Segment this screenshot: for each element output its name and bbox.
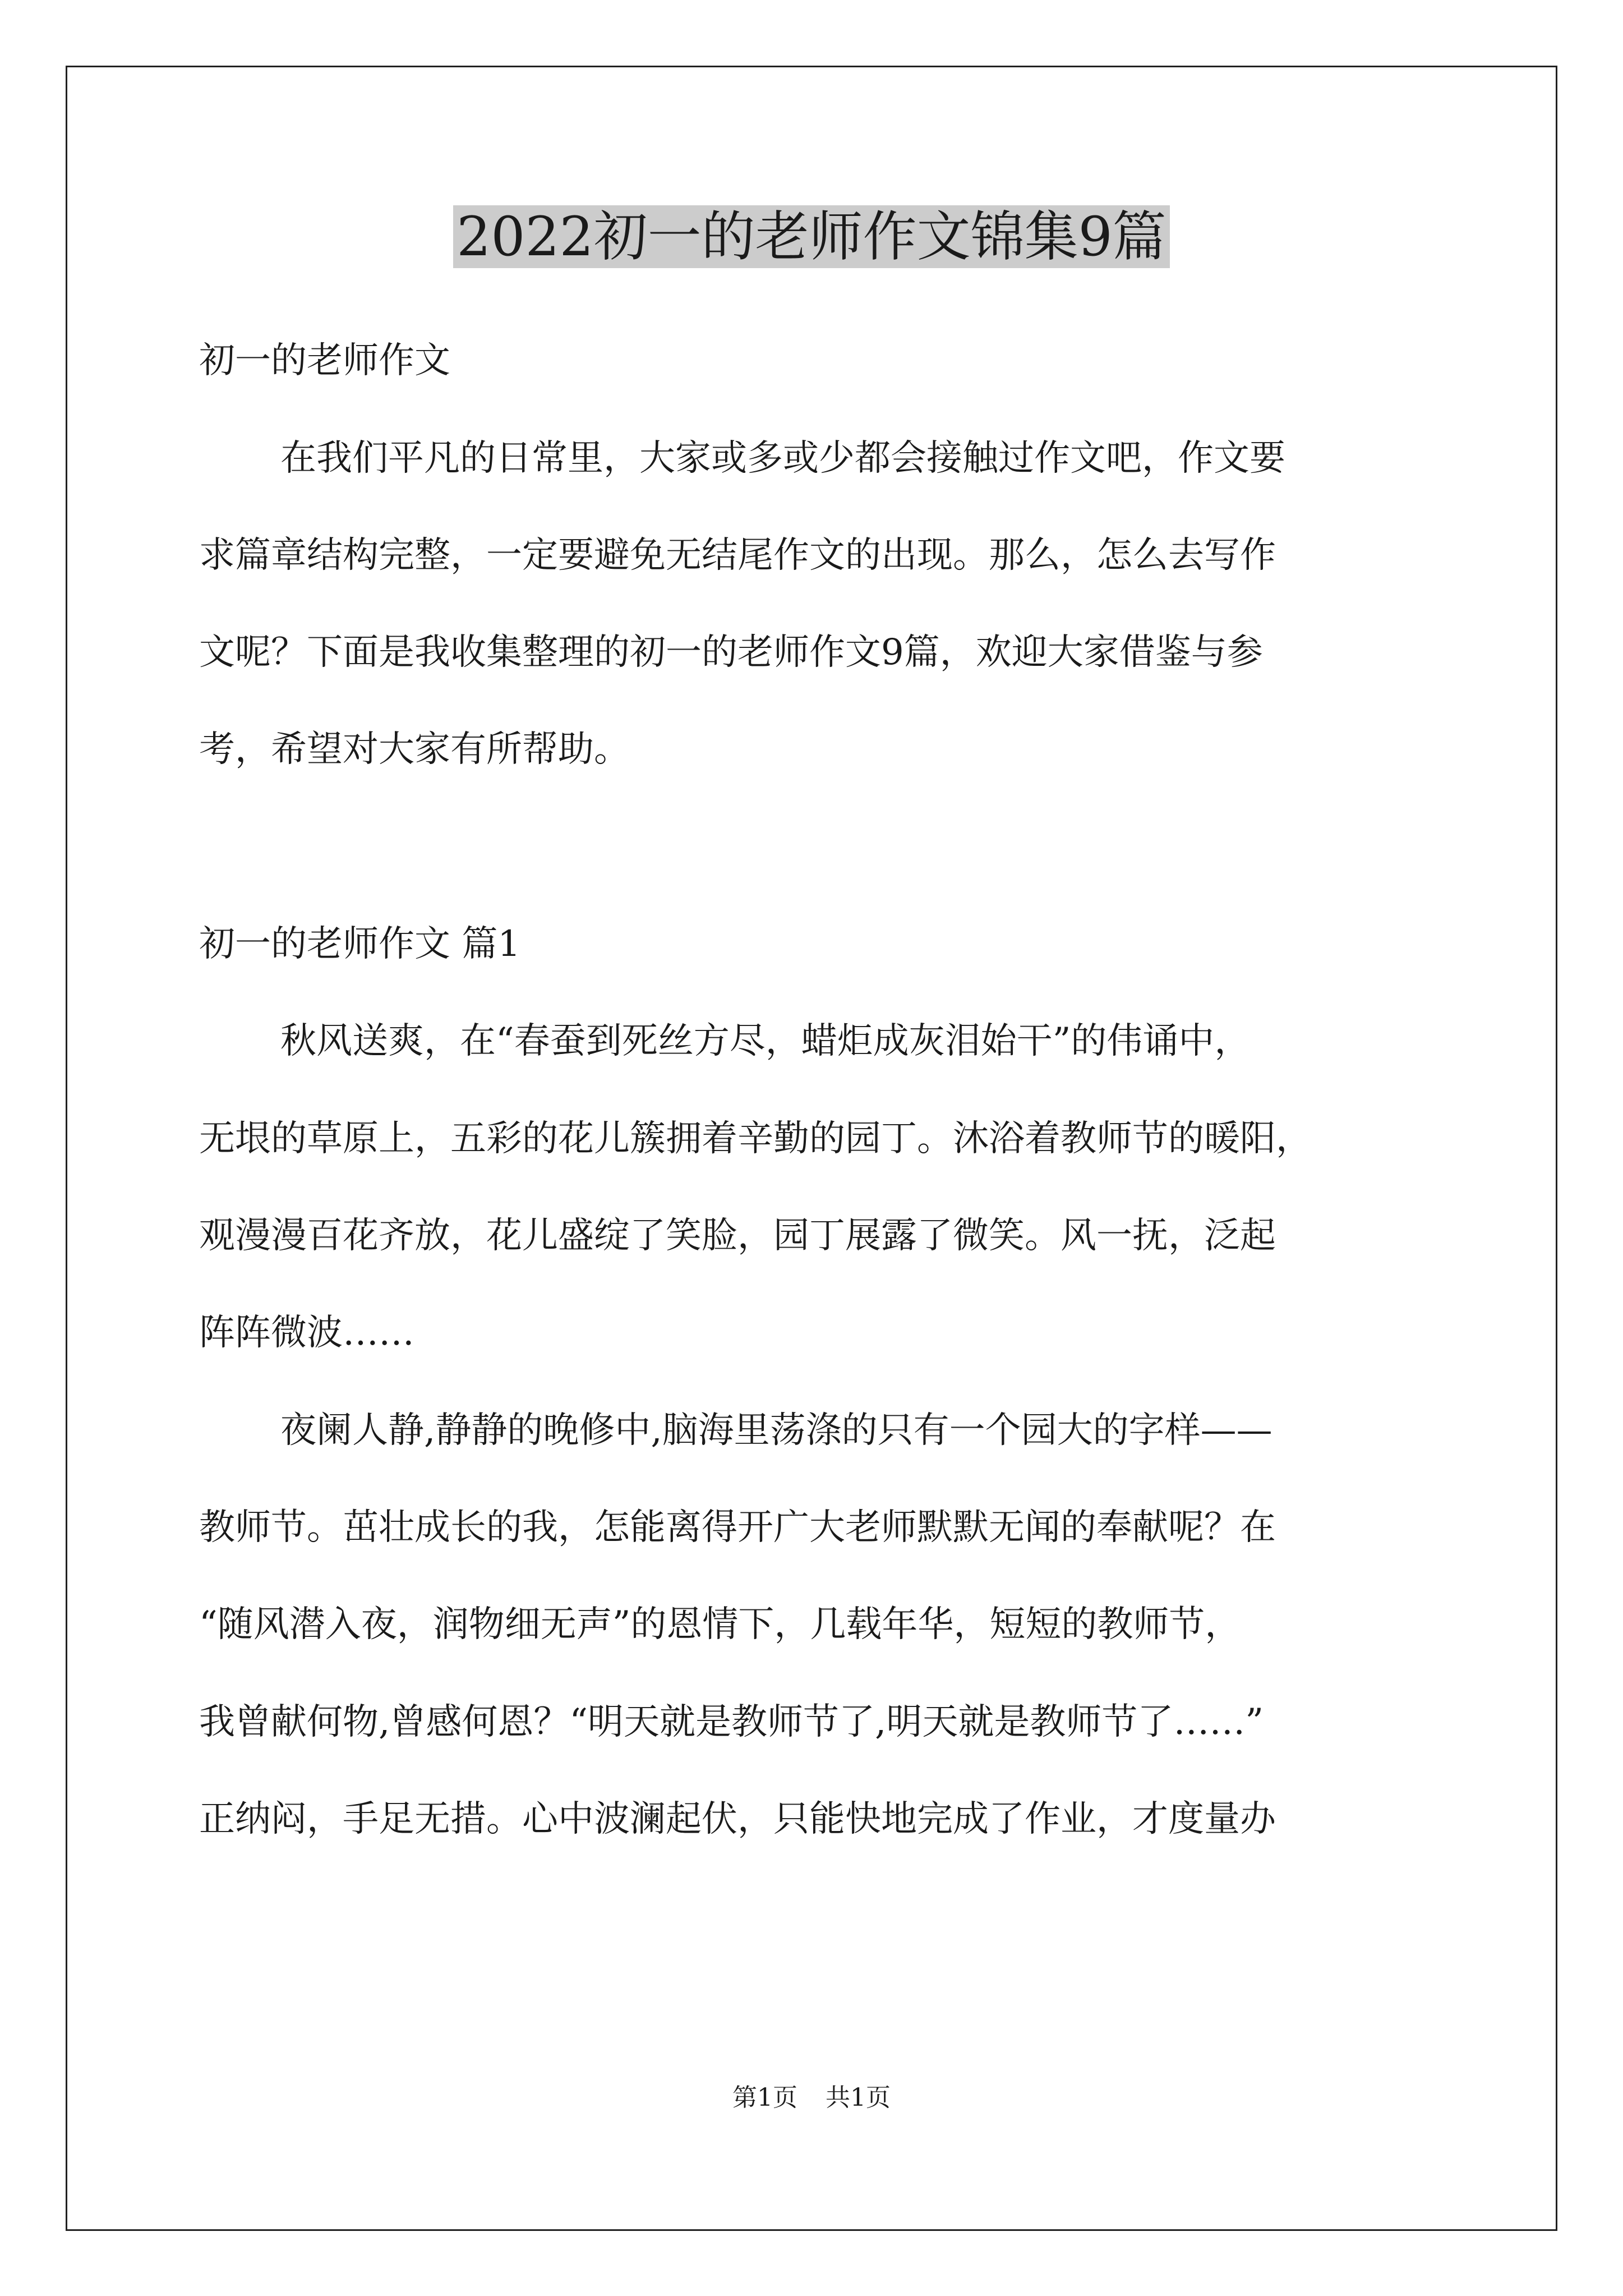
section-heading: 初一的老师作文 篇1 [199,923,521,965]
paragraph-line: 教师节。茁壮成长的我，怎能离得开广大老师默默无闻的奉献呢？在 [199,1507,1276,1548]
section-heading: 初一的老师作文 [199,340,450,381]
document-title [0,197,1623,276]
paragraph-line: 我曾献何物,曾感何恩？“明天就是教师节了,明天就是教师节了……” [199,1701,1264,1743]
paragraph-line: 求篇章结构完整，一定要避免无结尾作文的出现。那么，怎么去写作 [199,535,1276,576]
title-text: 2022初一的老师作文锦集9篇 [453,205,1169,268]
paragraph-line: 阵阵微波…… [199,1312,414,1354]
paragraph-line: 考，希望对大家有所帮助。 [199,729,630,770]
paragraph-line: “随风潜入夜，润物细无声”的恩情下，几载年华，短短的教师节， [199,1604,1241,1645]
page-footer [0,2081,1623,2115]
paragraph-line: 秋风送爽，在“春蚕到死丝方尽，蜡炬成灰泪始干”的伟诵中， [280,1020,1251,1062]
paragraph-line: 在我们平凡的日常里，大家或多或少都会接触过作文吧，作文要 [280,438,1285,479]
paragraph-line: 观漫漫百花齐放，花儿盛绽了笑脸，园丁展露了微笑。风一抚，泛起 [199,1215,1276,1257]
paragraph-line: 正纳闷，手足无措。心中波澜起伏，只能快地完成了作业，才度量办 [199,1798,1276,1840]
paragraph-line: 无垠的草原上，五彩的花儿簇拥着辛勤的园丁。沐浴着教师节的暖阳， [199,1118,1312,1159]
page-total: 共1页 [826,2083,891,2112]
paragraph-line: 文呢？下面是我收集整理的初一的老师作文9篇，欢迎大家借鉴与参 [199,632,1263,673]
page-number: 第1页 [732,2083,797,2112]
paragraph-line: 夜阑人静,静静的晚修中,脑海里荡涤的只有一个园大的字样—— [280,1410,1272,1451]
